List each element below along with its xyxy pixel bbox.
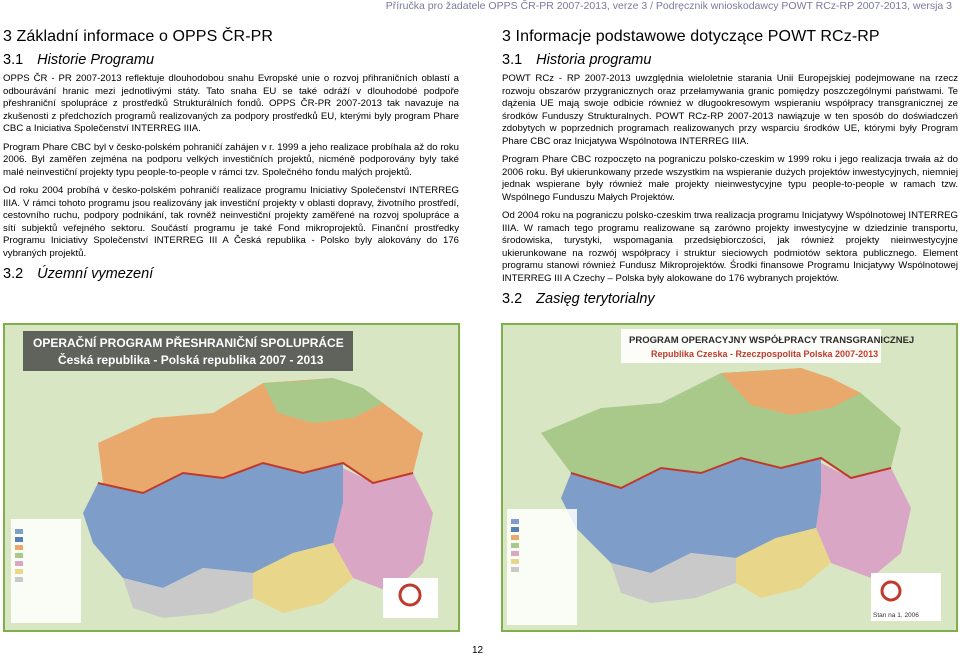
paragraph-2-pl: Program Phare CBC rozpoczęto na pograniczu polsko-czeskim w 1999 roku i jego realizacja trwała aż do 2006 roku. Był ukierunkowany przede wszystkim na wspieranie dużych projektów inwestycyjnych, niemniej jednak wspierane były również małe projekty nieinwestycyjne typu people-to-people w ramach tzw. Wspólnego Funduszu Małych Projektów. [502,154,958,203]
legend-swatch [511,527,519,532]
subheading-title: Historia programu [536,52,652,68]
subheading-number: 3.2 [3,266,24,282]
map-title-line2: Česká republika - Polská republika 2007 - 2013 [58,353,324,367]
column-czech [3,28,459,287]
program-area-map-pl [501,323,958,632]
legend-swatch [15,529,23,534]
subheading-title: Historie Programu [37,52,155,68]
subheading-number: 3.1 [502,52,523,68]
legend-swatch [15,545,23,550]
legend-swatch [511,567,519,572]
map-image-cz [3,323,460,632]
legend-swatch [15,577,23,582]
map-title-line1: OPERAČNÍ PROGRAM PŘESHRANIČNÍ SPOLUPRÁCE [33,336,344,350]
running-header: Příručka pro žadatele OPPS ČR-PR 2007-2013, verze 3 / Podręcznik wnioskodawcy POWT RCz-RP 2007-2013, wersja 3 [385,0,952,12]
legend-swatch [15,553,23,558]
subheading-title: Územní vymezení [37,266,154,282]
paragraph-1-cz: OPPS ČR - PR 2007-2013 reflektuje dlouhodobou snahu Evropské unie o rozvoj přihraničních oblastí a odbourávání hranic mezi jednotlivými státy. Tato snaha EU se také odráží v dlouhodobé podpoře přeshraniční spolupráce z prostředků Strukturálních fondů. OPPS ČR-PR 2007-2013 tak navazuje na zkušenosti z předchozích programů realizovaných za podpory prostředků EU, kterými byly program Phare CBC a Iniciativa Společenství INTERREG IIIA. [3,73,459,134]
legend-swatch [15,537,23,542]
subheading-number: 3.1 [3,52,24,68]
page-number: 12 [472,645,484,656]
subheading-number: 3.2 [502,291,523,307]
legend-swatch [511,559,519,564]
paragraph-1-pl: POWT RCz - RP 2007-2013 uwzględnia wieloletnie starania Unii Europejskiej podejmowane na rzecz rozwoju obszarów przygranicznych oraz przełamywania granic pomiędzy poszczególnymi państwami. Te dążenia UE mają swoje odbicie również w długookresowym wspieraniu współpracy transgranicznej ze środków Funduszy Strukturalnych. POWT RCz-RP 2007-2013 nawiązuje w ten sposób do doświadczeń zdobytych w poprzednich programach realizowanych przy wsparciu środków UE, którymi były Program Phare CBC oraz Inicjatywa Wspólnotowa INTERREG IIIA. [502,73,958,147]
legend-swatch [15,569,23,574]
subheading-history-pl [502,52,958,68]
subheading-history-cz [3,52,459,68]
map-title-line1: PROGRAM OPERACYJNY WSPÓŁPRACY TRANSGRANICZNEJ [629,335,915,346]
paragraph-3-pl: Od 2004 roku na pograniczu polsko-czeskim trwa realizacja programu Inicjatywy Wspólnotowej INTERREG IIIA. W ramach tego programu realizowane są zarówno projekty inwestycyjne w dziedzinie transportu, środowiska, turystyki, wspomagania przedsiębiorczości, jak również projekty nieinwestycyjne ukierunkowane na rozwój współpracy i struktur sieciowych podmiotów sektora publicznego. Element programu stanowi również Fundusz Mikroprojektów. Środki finansowe Programu Inicjatywy Wspólnotowej INTERREG III A Czechy – Polska były alokowane do 176 wybranych projektów. [502,210,958,284]
section-heading-cz: 3 Základní informace o OPPS ČR-PR [3,28,274,45]
legend-swatch [511,543,519,548]
subheading-territory-cz [3,266,459,282]
map-footer-note: Stan na 1. 2006 [873,612,919,619]
legend-swatch [15,561,23,566]
subheading-title: Zasięg terytorialny [536,291,655,307]
paragraph-2-cz: Program Phare CBC byl v česko-polském pohraničí zahájen v r. 1999 a jeho realizace probíhala až do roku 2006. Byl zaměřen zejména na podporu velkých investičních projektů, nicméně podporovány byly také malé neinvestiční projekty typu people-to-people v rámci tzv. Společného fondu malých projektů. [3,141,459,178]
program-area-map-cz [3,323,460,632]
legend-swatch [511,551,519,556]
column-polish [502,28,958,312]
section-heading-pl: 3 Informacje podstawowe dotyczące POWT RCz-RP [502,28,880,45]
map-image-pl [501,323,958,632]
paragraph-3-cz: Od roku 2004 probíhá v česko-polském pohraničí realizace programu Iniciativy Společenství INTERREG IIIA. V rámci tohoto programu jsou realizovány jak investiční projekty v oblasti dopravy, životního prostředí, cestovního ruchu, podpory podnikání, tak rovněž neinvestiční projekty zaměřené na rozvoj spolupráce a sítí subjektů veřejného sektoru. Součástí programu je také Fond mikroprojektů. Finanční prostředky Programu Iniciativy Společenství INTERREG III A Česká republika - Polsko byly alokovány do 176 vybraných projektů. [3,185,459,259]
legend-swatch [511,519,519,524]
legend-swatch [511,535,519,540]
map-title-line2: Republika Czeska - Rzeczpospolita Polska 2007-2013 [651,349,879,359]
subheading-territory-pl [502,291,958,307]
